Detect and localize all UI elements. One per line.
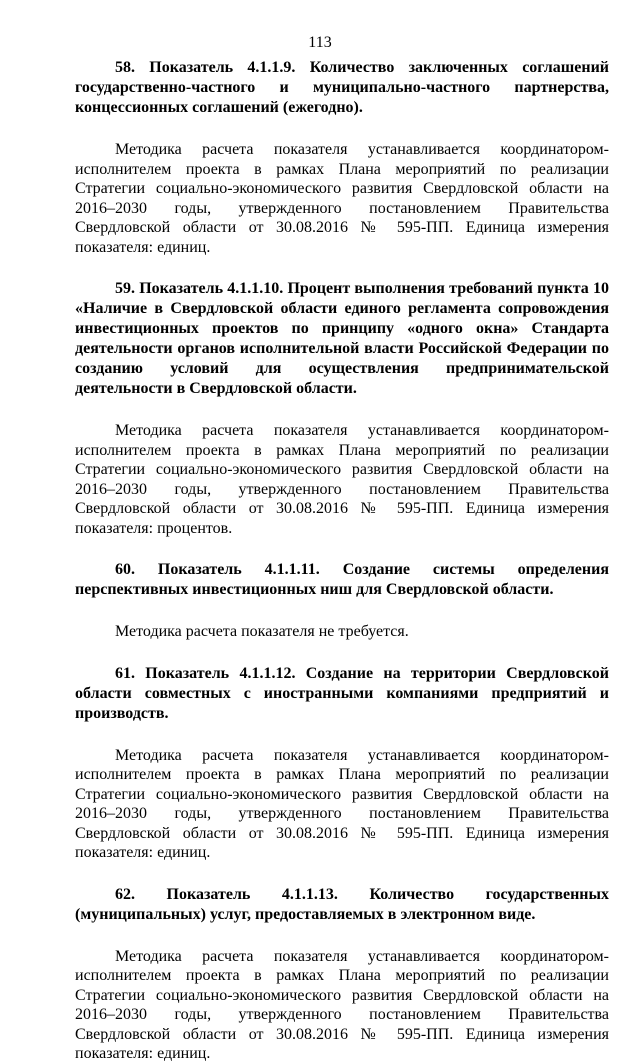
section-58-body: Методика расчета показателя устанавливается координатором-исполнителем проекта в рамках Плана мероприятий по реализации Стратегии социально-экономического развития Свердловской области на 2016–2030 годы, утвержденного постановлением Правительства Свердловской области от 30.08.2016 № 595-ПП. Единица измерения показателя: единиц. [75,141,609,256]
section-62-heading: 62. Показатель 4.1.1.13. Количество государственных (муниципальных) услуг, предоставляемых в электронном виде. [75,885,609,923]
section-58-heading: 58. Показатель 4.1.1.9. Количество заключенных соглашений государственно-частного и муниципально-частного партнерства, концессионных соглашений (ежегодно). [75,59,609,116]
section-59-heading: 59. Показатель 4.1.1.10. Процент выполнения требований пункта 10 «Наличие в Свердловской области единого регламента сопровождения инвестиционных проектов по принципу «одного окна» Стандарта деятельности органов исполнительной власти Российской Федерации по созданию условий для осуществления предпринимательской деятельности в Свердловской области. [75,280,609,397]
section-61-body: Методика расчета показателя устанавливается координатором-исполнителем проекта в рамках Плана мероприятий по реализации Стратегии социально-экономического развития Свердловской области на 2016–2030 годы, утвержденного постановлением Правительства Свердловской области от 30.08.2016 № 595-ПП. Единица измерения показателя: единиц. [75,746,609,861]
section-60-body: Методика расчета показателя не требуется. [115,623,409,640]
section-61-heading: 61. Показатель 4.1.1.12. Создание на территории Свердловской области совместных с иностранными компаниями предприятий и производств. [75,664,609,722]
document-content [75,58,609,1064]
page-number: 113 [308,34,332,51]
section-62-body: Методика расчета показателя устанавливается координатором-исполнителем проекта в рамках Плана мероприятий по реализации Стратегии социально-экономического развития Свердловской области на 2016–2030 годы, утвержденного постановлением Правительства Свердловской области от 30.08.2016 № 595-ПП. Единица измерения показателя: единиц. [75,947,609,1062]
section-60-heading: 60. Показатель 4.1.1.11. Создание системы определения перспективных инвестиционных ниш для Свердловской области. [75,561,609,598]
section-59-body: Методика расчета показателя устанавливается координатором-исполнителем проекта в рамках Плана мероприятий по реализации Стратегии социально-экономического развития Свердловской области на 2016–2030 годы, утвержденного постановлением Правительства Свердловской области от 30.08.2016 № 595-ПП. Единица измерения показателя: процентов. [75,422,609,537]
